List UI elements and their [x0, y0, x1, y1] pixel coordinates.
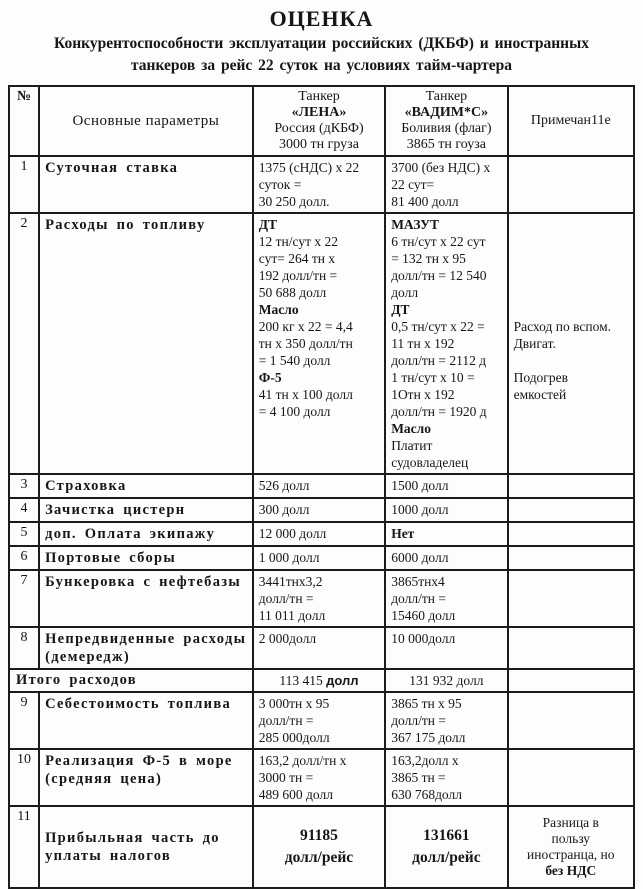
lena-value-cell	[253, 546, 385, 570]
text-line: 192 долл/тн =	[258, 268, 338, 284]
note-cell	[508, 546, 634, 570]
col-header-tanker-lena	[253, 86, 385, 156]
total-row-label: Итого расходов	[9, 669, 253, 692]
blank-line	[514, 352, 628, 369]
text-line: судовладелец	[391, 455, 469, 471]
text-line: Разница в	[542, 815, 599, 831]
lena-value-cell	[253, 627, 385, 669]
blank-line	[514, 284, 628, 301]
lena-value-cell	[253, 749, 385, 806]
text-line: долл/тн =	[258, 713, 314, 729]
col-header-params: Основные параметры	[39, 86, 253, 156]
row-number: 9	[9, 692, 39, 749]
text-line: долл	[391, 285, 419, 301]
text-line: ДТ	[258, 217, 278, 233]
table-row	[9, 522, 634, 546]
text-line: 1000 долл	[391, 502, 449, 518]
blank-line	[514, 250, 628, 267]
text-line: = 132 тн х 95	[391, 251, 466, 267]
text-line: 3000 тн =	[258, 770, 314, 786]
lena-value-cell	[253, 498, 385, 522]
text-line: пользу	[551, 831, 591, 847]
lena-value-cell	[253, 474, 385, 498]
blank-line	[514, 233, 628, 250]
table-header-row	[9, 86, 634, 156]
text-line: 285 000долл	[258, 730, 330, 746]
text-line: МАЗУТ	[391, 217, 440, 233]
text-line: 163,2долл х	[391, 753, 459, 769]
text-line: суток =	[258, 177, 302, 193]
note-cell	[508, 669, 634, 692]
text-line: ДТ	[391, 302, 410, 318]
table-row	[9, 546, 634, 570]
vadim-value-cell	[385, 627, 507, 669]
text-line: долл/тн =	[391, 713, 446, 729]
text-line: Масло	[258, 302, 299, 318]
text-line: 489 600 долл	[258, 787, 333, 803]
text-line: иностранца, но	[527, 847, 615, 863]
text-line: Ф-5	[258, 370, 282, 386]
text-line: 12 тн/сут х 22	[258, 234, 338, 250]
text-line: 1 тн/сут х 10 =	[391, 370, 475, 386]
text-line: 3000 тн груза	[279, 137, 359, 153]
row-number: 7	[9, 570, 39, 627]
text-line: 81 400 долл	[391, 194, 459, 210]
text-line: 131 932 долл	[409, 673, 484, 689]
text-line: 1Отн х 192	[391, 387, 455, 403]
text-line: 22 сут=	[391, 177, 435, 193]
text-line: без НДС	[545, 863, 597, 879]
vadim-value-cell	[385, 546, 507, 570]
vadim-value-cell	[385, 806, 507, 888]
table-body	[9, 156, 634, 888]
parameter-label: Реализация Ф-5 в море (средняя цена)	[39, 749, 253, 806]
text-line: 526 долл	[258, 478, 310, 494]
table-row	[9, 156, 634, 213]
text-line: Боливия (флаг)	[401, 121, 492, 137]
text-line: долл/тн =	[391, 591, 446, 607]
parameter-label: Портовые сборы	[39, 546, 253, 570]
text-line: 3700 (без НДС) х	[391, 160, 491, 176]
text-line: 3865 тн =	[391, 770, 446, 786]
text-line: 3865 тн гоуза	[406, 137, 486, 153]
text-line: Нет	[391, 526, 415, 542]
lena-value-cell	[253, 213, 385, 474]
text-line: 15460 долл	[391, 608, 456, 624]
note-cell	[508, 474, 634, 498]
text-line: = 4 100 долл	[258, 404, 331, 420]
document-title: ОЦЕНКА	[269, 6, 374, 31]
vadim-value-cell	[385, 213, 507, 474]
parameter-label: Зачистка цистерн	[39, 498, 253, 522]
table-row	[9, 498, 634, 522]
text-line: 3441тнх3,2	[258, 574, 323, 590]
row-number: 4	[9, 498, 39, 522]
parameter-label: Суточная ставка	[39, 156, 253, 213]
parameter-label: Непредвиденные расходы (демередж)	[39, 627, 253, 669]
text-line: Танкер	[298, 89, 340, 105]
text-line: 50 688 долл	[258, 285, 327, 301]
table-row	[9, 749, 634, 806]
document-subtitle	[8, 33, 635, 76]
text-line: долл/тн = 2112 д	[391, 353, 487, 369]
text-line: 11 011 долл	[258, 608, 326, 624]
table-row	[9, 627, 634, 669]
text-line: 12 000 долл	[258, 526, 327, 542]
parameter-label: Расходы по топливу	[39, 213, 253, 474]
text-line: 3865тнх4	[391, 574, 445, 590]
note-cell	[508, 627, 634, 669]
text-line: долл/тн =	[258, 591, 314, 607]
lena-value-cell	[253, 692, 385, 749]
row-number: 2	[9, 213, 39, 474]
text-line: 11 тн х 192	[391, 336, 455, 352]
lena-value-cell	[253, 570, 385, 627]
text-line: 630 768долл	[391, 787, 462, 803]
text-line: Танкер	[425, 89, 468, 105]
text-line: = 1 540 долл	[258, 353, 331, 369]
text-line: Россия (дКБФ)	[274, 121, 364, 137]
note-cell	[508, 156, 634, 213]
text-line: 1500 долл	[391, 478, 449, 494]
text-line: 3865 тн х 95	[391, 696, 462, 712]
text-line: «ЛЕНА»	[291, 105, 347, 121]
col-header-tanker-vadim	[385, 86, 507, 156]
text-line: тн х 350 долл/тн	[258, 336, 353, 352]
vadim-value-cell	[385, 692, 507, 749]
parameter-label: Прибыльная часть до уплаты налогов	[39, 806, 253, 888]
text-line: Двигат.	[513, 336, 556, 352]
vadim-value-cell	[385, 669, 507, 692]
vadim-value-cell	[385, 474, 507, 498]
vadim-value-cell	[385, 156, 507, 213]
text-line: 2 000долл	[258, 631, 317, 647]
text-line: Расход по вспом.	[513, 319, 612, 335]
vadim-value-cell	[385, 498, 507, 522]
lena-value-cell	[253, 806, 385, 888]
note-cell	[508, 498, 634, 522]
text-line: 3 000тн х 95	[258, 696, 330, 712]
row-number: 11	[9, 806, 39, 888]
blank-line	[514, 301, 628, 318]
text-line: долл/тн = 12 540	[391, 268, 487, 284]
row-number: 10	[9, 749, 39, 806]
text-line: 300 долл	[258, 502, 310, 518]
vadim-value-cell	[385, 570, 507, 627]
text-line: 41 тн х 100 долл	[258, 387, 353, 403]
text-line: 131661	[423, 827, 470, 845]
table-row	[9, 806, 634, 888]
vadim-value-cell	[385, 522, 507, 546]
note-cell	[508, 692, 634, 749]
text-line: долл/рейс	[412, 849, 481, 867]
parameter-label: доп. Оплата экипажу	[39, 522, 253, 546]
text-line: 0,5 тн/сут х 22 =	[391, 319, 485, 335]
text-line: 6 тн/сут х 22 сут	[391, 234, 486, 250]
table-row	[9, 570, 634, 627]
note-cell	[508, 213, 634, 474]
row-number: 5	[9, 522, 39, 546]
text-line: Масло	[391, 421, 431, 437]
text-line: 113 415 долл	[279, 673, 359, 689]
row-number: 8	[9, 627, 39, 669]
text-line: 91185	[300, 827, 338, 845]
note-cell	[508, 749, 634, 806]
note-cell	[508, 806, 634, 888]
text-line: 1375 (сНДС) х 22	[258, 160, 360, 176]
text-line: 30 250 долл.	[258, 194, 330, 210]
blank-line	[514, 267, 628, 284]
text-line: емкостей	[513, 387, 567, 403]
subtitle-line-1: Конкурентоспособности эксплуатации российских (ДКБФ) и иностранных	[54, 35, 589, 52]
text-line: долл/рейс	[284, 849, 354, 867]
text-line: 200 кг х 22 = 4,4	[258, 319, 353, 335]
row-number: 3	[9, 474, 39, 498]
parameter-label: Бункеровка с нефтебазы	[39, 570, 253, 627]
text-line: сут= 264 тн х	[258, 251, 336, 267]
subtitle-line-2: танкеров за рейс 22 суток на условиях тайм-чартера	[131, 56, 512, 74]
note-cell	[508, 570, 634, 627]
col-header-note: Примечан11е	[508, 86, 634, 156]
text-line: «ВАДИМ*С»	[404, 105, 489, 121]
text-line: 6000 долл	[391, 550, 449, 566]
parameter-label: Страховка	[39, 474, 253, 498]
table-row	[9, 474, 634, 498]
text-line: долл/тн = 1920 д	[391, 404, 487, 420]
row-number: 6	[9, 546, 39, 570]
parameter-label: Себестоимость топлива	[39, 692, 253, 749]
text-line: 1 000 долл	[258, 550, 320, 566]
text-line: Платит	[391, 438, 433, 454]
lena-value-cell	[253, 522, 385, 546]
text-line: 163,2 долл/тн х	[258, 753, 347, 769]
text-line: 367 175 долл	[391, 730, 466, 746]
table-row	[9, 213, 634, 474]
comparison-table	[8, 85, 635, 889]
table-row	[9, 669, 634, 692]
col-header-num: №	[9, 86, 39, 156]
lena-value-cell	[253, 669, 385, 692]
lena-value-cell	[253, 156, 385, 213]
table-row	[9, 692, 634, 749]
row-number: 1	[9, 156, 39, 213]
vadim-value-cell	[385, 749, 507, 806]
text-line: 10 000долл	[391, 631, 456, 647]
note-cell	[508, 522, 634, 546]
text-line: Подогрев	[513, 370, 568, 386]
blank-line	[514, 216, 628, 233]
